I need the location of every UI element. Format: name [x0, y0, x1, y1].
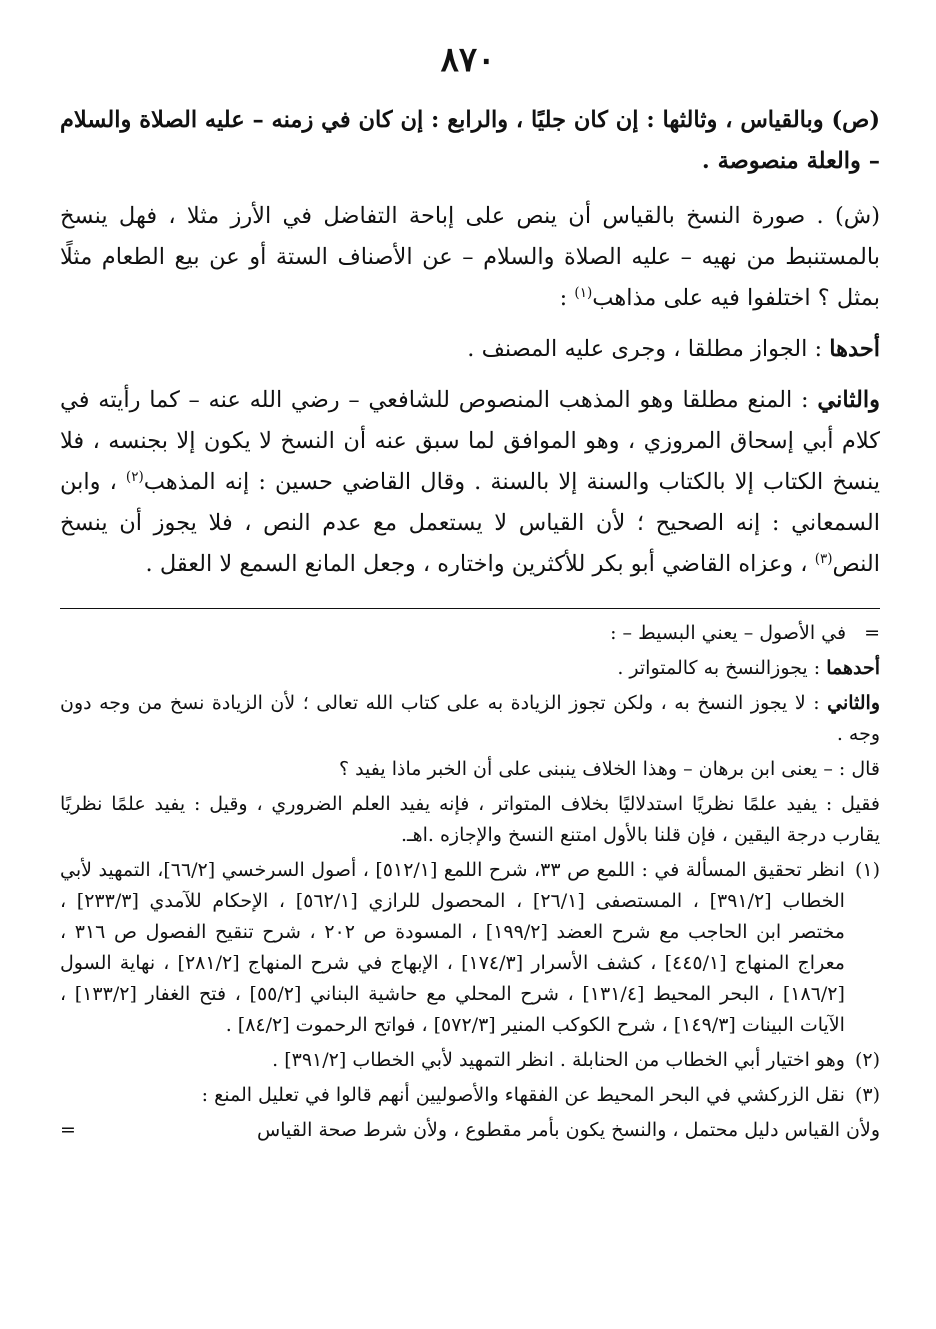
- first-opinion-label: أحدها: [829, 336, 880, 362]
- footnote-1: [60, 855, 880, 1041]
- footnote-first-view: أحدهما : يجوزالنسخ به كالمتواتر .: [617, 657, 880, 679]
- footnote-ref-3[interactable]: (٣): [814, 550, 833, 567]
- footnote-number: (١): [854, 859, 880, 881]
- footnote-faqil: فقيل : يفيد علمًا نظريًا استدلاليًا بخلاف المتواتر ، فإنه يفيد العلم الضروري ، وقيل : يفيد علمًا نظريًا يقارب درجة اليقين ، فإن قلنا بالأول امتنع النسخ والإجازه .اهـ.: [60, 793, 880, 846]
- footnotes: [60, 618, 880, 1150]
- footnote-last-line: ولأن القياس دليل محتمل ، والنسخ يكون بأمر مقطوع ، ولأن شرط صحة القياس =: [60, 1115, 880, 1146]
- second-opinion: والثاني : المنع مطلقا وهو المذهب المنصوص للشافعي – رضي الله عنه – كما رأيته في كلام أبي إسحاق المروزي ، وهو الموافق لما سبق عنه أن النسخ لا يكون إلا بجنسه ، فلا ينسخ الكتاب إلا بالكتاب والسنة إلا بالسنة . وقال القاضي حسين : إنه المذهب$^{(٢)}$ ، وابن السمعاني : إنه الصحيح ؛ لأن القياس لا يستعمل مع عدم النص ، فلا يجوز أن ينسخ النص$^{(٣)}$ ، وعزاه القاضي أبو بكر للأكثرين واختاره ، وجعل المانع السمع لا العقل .: [60, 387, 880, 577]
- footnote-number: (٢): [854, 1049, 880, 1071]
- footnote-continuation-intro: =في الأصول – يعني البسيط – :: [60, 618, 880, 649]
- footnote-separator: [60, 608, 880, 609]
- footnote-2: [60, 1045, 880, 1076]
- footnote-second-view: والثاني : لا يجوز النسخ به ، ولكن تجوز الزيادة به على كتاب الله تعالى ؛ لأن الزيادة نسخ من وجه دون وجه .: [60, 692, 880, 745]
- footnote-ref-1[interactable]: (١): [574, 284, 593, 301]
- footnote-text: نقل الزركشي في البحر المحيط عن الفقهاء والأصوليين أنهم قالوا في تعليل المنع :: [201, 1084, 845, 1106]
- commentary-intro: (ش) . صورة النسخ بالقياس أن ينص على إباحة التفاضل في الأرز مثلا ، فهل ينسخ بالمستنبط من نهيه – عليه الصلاة والسلام – عن الأصناف الستة أو عن بيع الطعام مثلًا بمثل ؟ اختلفوا فيه على مذاهب$^{(١)}$ :: [60, 203, 880, 311]
- second-opinion-label: والثاني: [817, 387, 880, 413]
- continuation-mark: =: [864, 622, 880, 644]
- footnote-ref-2[interactable]: (٢): [125, 468, 144, 485]
- rule-paragraph: (ص) وبالقياس ، وثالثها : إن كان جليًا ، والرابع : إن كان في زمنه – عليه الصلاة والسلام – والعلة منصوصة .: [60, 107, 880, 174]
- footnote-qal: قال : – يعنى ابن برهان – وهذا الخلاف ينبنى على أن الخبر ماذا يفيد ؟: [338, 758, 880, 780]
- main-text: [60, 100, 880, 595]
- page-number: ٨٧٠: [440, 40, 496, 80]
- continues-mark: =: [60, 1119, 76, 1141]
- footnote-3: [60, 1080, 880, 1111]
- footnote-number: (٣): [854, 1084, 880, 1106]
- footnote-text: وهو اختيار أبي الخطاب من الحنابلة . انظر التمهيد لأبي الخطاب [٣٩١/٢] .: [272, 1049, 845, 1071]
- first-opinion: أحدها : الجواز مطلقا ، وجرى عليه المصنف .: [467, 336, 880, 362]
- footnote-text: انظر تحقيق المسألة في : اللمع ص ٣٣، شرح اللمع [٥١٢/١] ، أصول السرخسي [٦٦/٢]، التمهيد لأبي الخطاب [٣٩١/٢] ، المستصفى [٢٦/١] ، المحصول للرازي [٥٦٢/١] ، الإحكام للآمدي [٢٣٣/٣] ، مختصر ابن الحاجب مع شرح العضد [١٩٩/٢] ، المسودة ص ٢٠٢ ، شرح تنقيح الفصول ص ٣١٦ ، معراج المنهاج [٤٤٥/١] ، كشف الأسرار [١٧٤/٣] ، الإبهاج في شرح المنهاج [٢٨١/٢] ، نهاية السول [١٨٦/٢] ، البحر المحيط [١٣١/٤] ، شرح المحلي مع حاشية البناني [٥٥/٢] ، فتح الغفار [١٣٣/٢] ، الآيات البينات [١٤٩/٣] ، شرح الكوكب المنير [٥٧٢/٣] ، فواتح الرحموت [٨٤/٢] .: [60, 859, 845, 1036]
